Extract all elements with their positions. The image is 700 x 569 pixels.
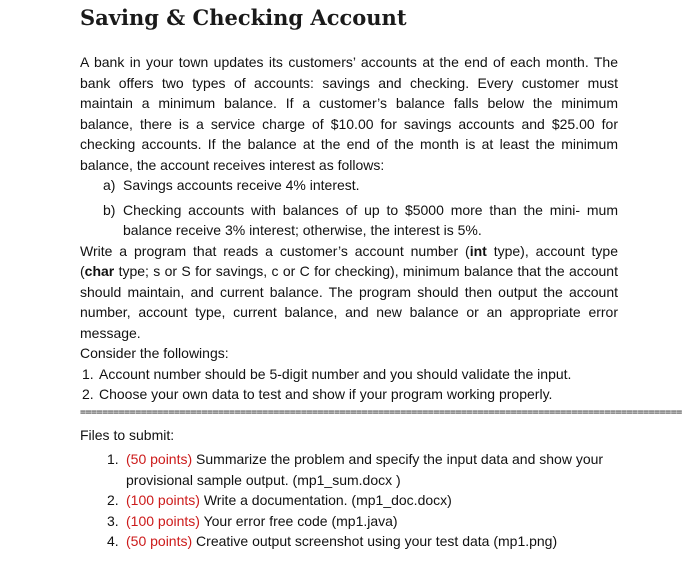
submission-text: Your error free code (mp1.java)	[199, 512, 398, 529]
submission-item	[80, 531, 618, 552]
list-marker: 3.	[107, 512, 119, 529]
program-text: Write a program that reads a customer’s account number (	[80, 242, 470, 259]
list-marker: a)	[103, 177, 116, 193]
submission-item	[80, 490, 618, 511]
interest-item	[80, 175, 618, 196]
consider-text: Account number should be 5-digit number and you should validate the input.	[99, 365, 572, 382]
consider-item	[80, 364, 618, 385]
consider-list	[80, 364, 618, 405]
interest-list	[80, 175, 618, 241]
consider-item	[80, 384, 618, 405]
submission-item	[80, 511, 618, 532]
int-keyword: int	[469, 242, 487, 259]
list-marker: 4.	[107, 533, 119, 549]
char-keyword: char	[84, 263, 115, 279]
points-label: (100 points)	[126, 492, 200, 508]
list-marker: 1.	[107, 451, 119, 467]
interest-text: Savings accounts receive 4% interest.	[123, 177, 360, 193]
points-label: (50 points)	[126, 451, 193, 467]
files-label: Files to submit:	[80, 426, 175, 443]
intro-paragraph: A bank in your town updates its customers’ accounts at the end of each month. The bank offers two types of accounts: savings and checking. Every customer must maintain a minimum balance. If a customer’s balance falls below the minimum balance, there is a service charge of $10.00 for savings accounts and $25.00 for checking accounts. If the balance at the end of the month is at least the minimum balance, the account receives interest as follows:	[80, 54, 618, 173]
submission-text: Write a documentation. (mp1_doc.docx)	[199, 492, 452, 508]
list-marker: b)	[103, 201, 116, 218]
list-marker: 2.	[82, 386, 94, 402]
consider-label: Consider the followings:	[80, 345, 229, 361]
list-marker: 1.	[82, 365, 94, 382]
program-text: type), account type (	[80, 242, 618, 279]
interest-item	[80, 200, 618, 241]
submission-text: Creative output screenshot using your test data (mp1.png)	[192, 533, 558, 549]
program-paragraph	[80, 241, 618, 344]
list-marker: 2.	[107, 492, 119, 508]
document-body	[80, 52, 682, 552]
separator-line: =============================================================================================================	[80, 406, 682, 418]
submission-text: Summarize the problem and specify the input data and show your provisional sample output. (mp1_sum.docx )	[126, 451, 604, 488]
consider-text: Choose your own data to test and show if your program working properly.	[99, 386, 553, 402]
page-title: Saving & Checking Account	[80, 5, 407, 30]
points-label: (100 points)	[126, 512, 200, 529]
interest-text: Checking accounts with balances of up to $5000 more than the mini- mum balance receive 3% interest; otherwise, the interest is 5%.	[123, 201, 618, 238]
submission-item	[80, 449, 618, 490]
program-text: type; s or S for savings, c or C for checking), minimum balance that the account should maintain, and current balance. The program should then output the account number, account type, current balance, and new balance or an appropriate error message.	[80, 263, 618, 341]
points-label: (50 points)	[126, 533, 193, 549]
submission-list	[80, 449, 618, 552]
